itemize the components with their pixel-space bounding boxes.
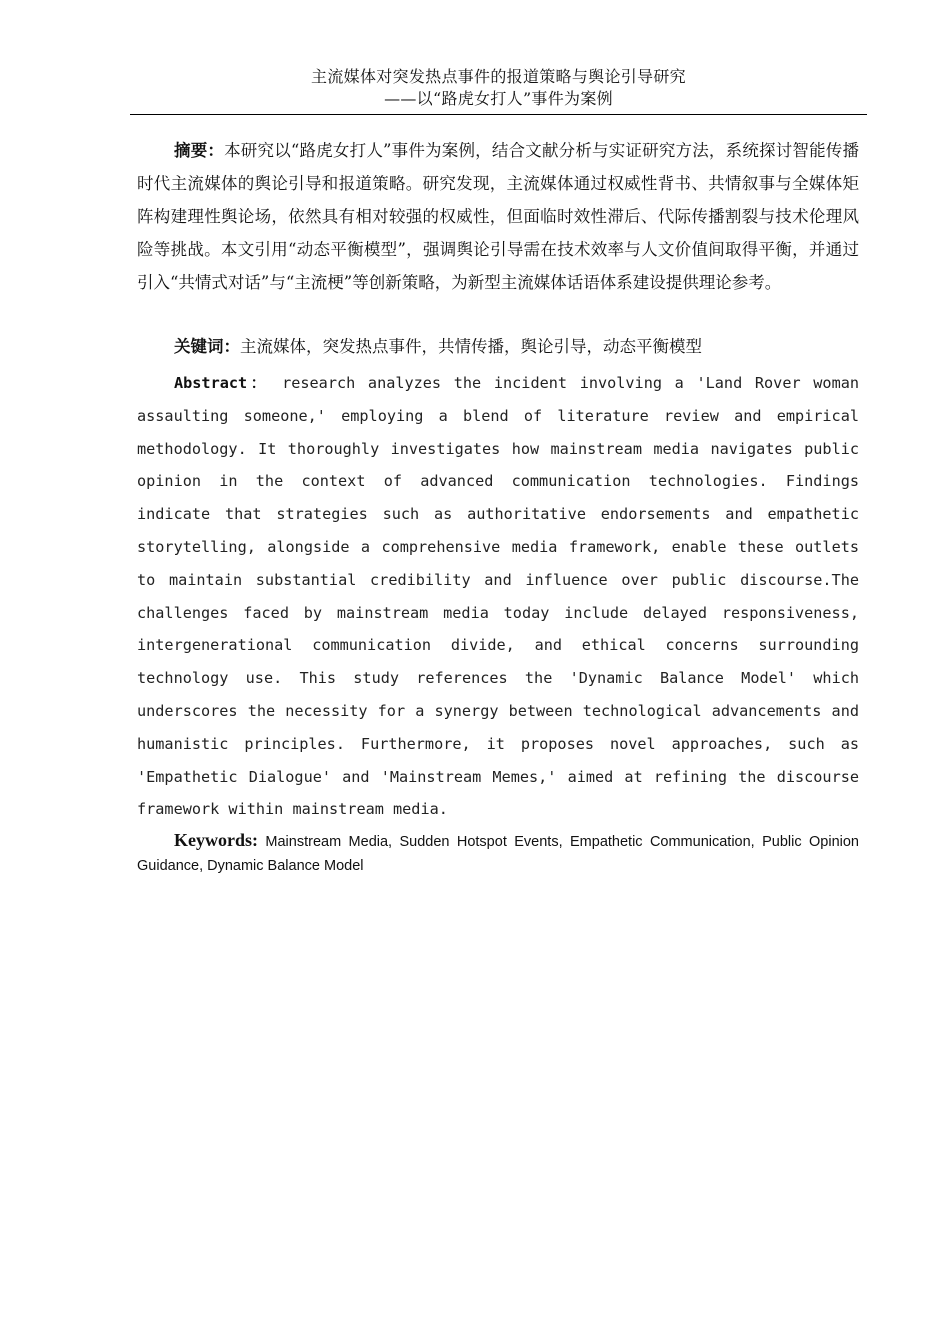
abstract-english xyxy=(137,367,859,826)
page-header xyxy=(130,66,867,110)
abstract-chinese xyxy=(137,134,859,299)
keywords-chinese xyxy=(137,332,859,362)
keywords-cn-text: 主流媒体，突发热点事件，共情传播，舆论引导，动态平衡模型 xyxy=(240,337,702,356)
abstract-cn-text: 本研究以“路虎女打人”事件为案例，结合文献分析与实证研究方法，系统探讨智能传播时代主流媒体的舆论引导和报道策略。研究发现，主流媒体通过权威性背书、共情叙事与全媒体矩阵构建理性舆论场，依然具有相对较强的权威性，但面临时效性滞后、代际传播割裂与技术伦理风险等挑战。本文引用“动态平衡模型”，强调舆论引导需在技术效率与人文价值间取得平衡，并通过引入“共情式对话”与“主流梗”等创新策略，为新型主流媒体话语体系建设提供理论参考。 xyxy=(137,141,860,292)
keywords-english xyxy=(137,828,859,878)
abstract-cn-label: 摘要： xyxy=(174,141,225,160)
abstract-en-label: Abstract： xyxy=(174,374,270,392)
abstract-en-text: research analyzes the incident involving a 'Land Rover woman assaulting someone,' employing a blend of literature review and empirical methodology. It thoroughly investigates how mainstream media navigates public opinion in the context of advanced communication technologies. Findings indicate that strategies such as authoritative endorsements and empathetic storytelling, alongside a comprehensive media framework, enable these outlets to maintain substantial credibility and influence over public discourse.The challenges faced by mainstream media today include delayed responsiveness, intergenerational communication divide, and ethical concerns surrounding technology use. This study references the 'Dynamic Balance Model' which underscores the necessity for a synergy between technological advancements and humanistic principles. Furthermore, it proposes novel approaches, such as 'Empathetic Dialogue' and 'Mainstream Memes,' aimed at refining the discourse framework within mainstream media. xyxy=(137,374,860,819)
header-title-line2: ——以“路虎女打人”事件为案例 xyxy=(384,89,613,108)
header-divider xyxy=(130,114,867,115)
keywords-en-text: Mainstream Media, Sudden Hotspot Events, Empathetic Communication, Public Opinion Guidance, Dynamic Balance Model xyxy=(137,834,859,874)
keywords-cn-label: 关键词： xyxy=(174,337,240,356)
keywords-en-label: Keywords: xyxy=(174,830,258,850)
header-title-line1: 主流媒体对突发热点事件的报道策略与舆论引导研究 xyxy=(311,67,686,86)
